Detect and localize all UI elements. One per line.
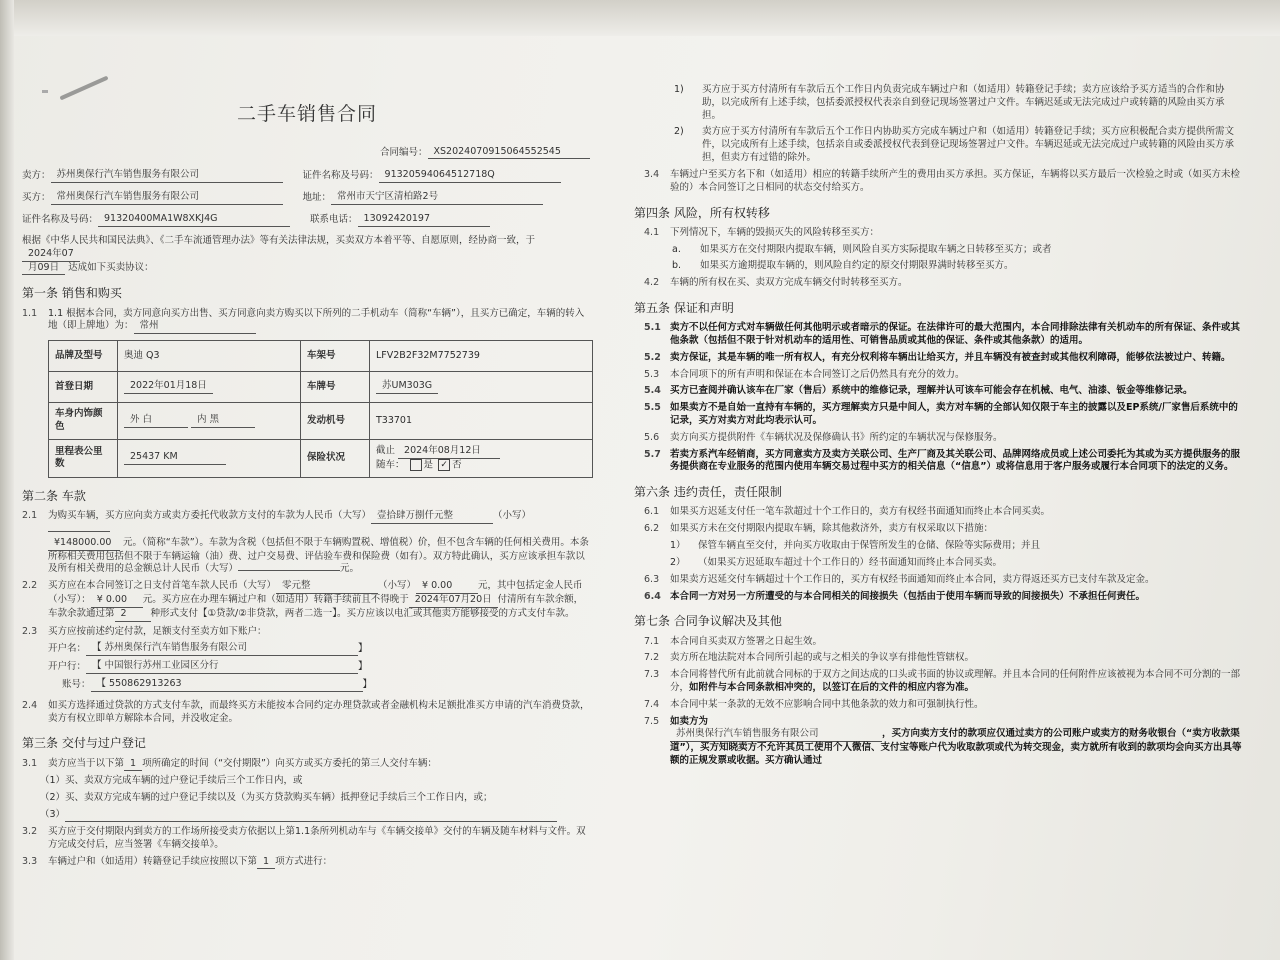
article-4-heading: 第四条 风险，所有权转移 (634, 205, 770, 220)
item-number: 1） (670, 540, 686, 552)
account-number-value: 【 550862913263 (91, 678, 363, 692)
clause-3-3-a: 车辆过户和（如适用）转籍登记手续应按照以下第 (48, 855, 258, 867)
clause-6-2 (634, 523, 1242, 536)
checkbox-yes[interactable] (410, 459, 422, 471)
color-cell (118, 403, 301, 440)
delivery-option-2: （2）买、卖双方完成车辆的过户登记手续以及（为买方贷款购买车辆）抵押登记手续后三个工作日内，或； (40, 792, 493, 804)
clause-number: 4.1 (644, 226, 660, 238)
clause-text: 本合同一方对另一方所遭受的与本合同相关的间接损失（包括由于使用车辆而导致的间接损失）不承担任何责任。 (670, 590, 1146, 602)
clause-1-1-text: 1.1 根据本合同，卖方同意向买方出售、买方同意向卖方购买以下所列的二手机动车（简称“车辆”），且买方已确定，车辆的转入地（即上牌地）为： (48, 307, 585, 332)
table-row (49, 341, 593, 372)
clause-text: 本合同自买卖双方签署之日起生效。 (670, 635, 823, 647)
seller-id-label: 证件名称及号码： (302, 170, 379, 182)
buyer-id-label: 证件名称及号码： (22, 214, 99, 226)
clause-text: 若卖方系汽车经销商，买方同意卖方及卖方关联公司、生产厂商及其关联公司、品牌网络成员或上述公司委托为其或为买方提供服务的服务提供商在专业服务的范围内使用车辆交易过程中买方的相关信息（“信息”）或将信息用于客户服务或履行本合同项下的法定的义务。 (670, 448, 1241, 473)
first-payment-numeric: ¥ 0.00 (416, 580, 478, 594)
account-holder-value: 【 苏州奥保行汽车销售服务有限公司 (86, 642, 358, 656)
clause-7-1 (634, 636, 1242, 649)
insurance-cell (370, 439, 593, 477)
clause-number: 6.3 (644, 573, 660, 585)
clause-number: 4.2 (644, 277, 660, 289)
clause-6-1 (634, 506, 1242, 519)
clause-7-3 (634, 669, 1242, 695)
clause-number: 5.3 (644, 368, 660, 380)
clause-2-1-d: 元。 (340, 563, 360, 575)
clause-2-2-d: 元。买方应在办理车辆过户和（如适用）转籍手续前且不得晚于 (142, 593, 409, 605)
brand-label: 品牌及型号 (49, 341, 118, 372)
clause-3-1-a: 卖方应当于以下第 (48, 757, 125, 769)
account-holder-row (22, 642, 592, 656)
clause-text: 如果卖方迟延交付车辆超过十个工作日的，买方有权经书面通知而终止本合同，卖方得返还买方已支付车款及定金。 (670, 573, 1155, 585)
clause-number: 3.2 (22, 825, 38, 837)
clause-number: 7.3 (644, 669, 660, 681)
clause-2-1-a: 为购买车辆，买方应向卖方或卖方委托代收款方支付的车款为人民币（大写） (48, 510, 372, 522)
right-column (634, 80, 1242, 772)
reg-date-label: 首登日期 (49, 372, 118, 403)
clause-text: 如果买方迟延支付任一笔车款超过十个工作日的，卖方有权经书面通知而终止本合同买卖。 (670, 506, 1051, 518)
clause-2-1 (22, 510, 592, 576)
transfer-option-2 (634, 126, 1242, 164)
clause-2-2 (22, 580, 592, 621)
clause-6-3 (634, 574, 1242, 587)
clause-number: 6.4 (644, 590, 661, 602)
clause-number: 5.2 (644, 351, 661, 363)
deposit-amount: ¥ 0.00 (91, 594, 143, 608)
mileage-label: 里程表公里数 (49, 439, 118, 477)
contract-no-value: XS2024070915064552545 (428, 146, 590, 160)
reg-date-cell (118, 372, 301, 403)
clause-number: 7.4 (644, 698, 660, 710)
account-number-text: 550862913263 (109, 678, 182, 690)
vehicle-info-table (48, 340, 593, 478)
clause-number: 5.5 (644, 402, 661, 414)
clause-2-2-b: （小写） (378, 580, 417, 592)
vin-label: 车架号 (301, 341, 370, 372)
contract-no-label: 合同编号： (380, 146, 428, 158)
clause-5-2 (634, 352, 1242, 365)
intro-text: 根据《中华人民共和国民法典》、《二手车流通管理办法》等有关法律法规，买卖双方本着平等、自愿原则，经协商一致，于 (22, 234, 536, 246)
buyer-address-value: 常州市天宁区清柏路2号 (331, 191, 543, 205)
clause-1-1 (22, 308, 592, 335)
clause-number: 2.3 (22, 625, 38, 637)
article-2-heading: 第二条 车款 (22, 488, 86, 503)
item-text: 买方应于买方付清所有车款后五个工作日内负责完成车辆过户和（如适用）转籍登记手续；卖方应该给予买方适当的合作和协助，以完成所有上述手续，包括委派授权代表亲自到登记现场签署过户文件。车辆迟延或无法完成过户或转籍的风险由买方承担。 (702, 84, 1225, 121)
clause-3-2 (22, 826, 592, 852)
clause-text: 卖方向买方提供附件《车辆状况及保修确认书》所约定的车辆状况与保修服务。 (670, 431, 1003, 443)
clause-text: 车辆的所有权在买、卖双方完成车辆交付时转移至买方。 (670, 277, 908, 289)
clause-6-2-1 (634, 540, 1242, 553)
clause-number: 7.2 (644, 652, 660, 664)
contract-number-row (22, 146, 592, 160)
clause-number: 3.4 (644, 168, 660, 180)
background-left (0, 0, 14, 960)
clause-2-2-a: 买方应在本合同签订之日支付首笔车款人民币（大写） (48, 580, 277, 592)
article-5-heading: 第五条 保证和声明 (634, 300, 734, 315)
item-number: 2) (674, 126, 684, 138)
account-bank-label: 开户行： (48, 661, 87, 673)
engine-label: 发动机号 (301, 403, 370, 440)
clause-3-1-b: 项所确定的时间（“交付期限”）向买方或买方委托的第三人交付车辆： (142, 757, 437, 769)
clause-4-1 (634, 227, 1242, 240)
buyer-id-row (22, 213, 592, 227)
account-number-label: 账号： (62, 679, 91, 691)
clause-3-4 (634, 169, 1242, 195)
pen-mark-dot (42, 90, 48, 93)
clause-3-3 (22, 856, 592, 870)
delivery-choice: 1 (124, 758, 142, 772)
clause-5-3 (634, 369, 1242, 382)
item-text: 卖方应于买方付清所有车款后五个工作日内协助买方完成车辆过户和（如适用）转籍登记手续；买方应积极配合卖方提供所需文件，以完成所有上述手续，包括亲自或委派授权代表到登记现场签署过户文件。车辆迟延或无法完成过户或转籍的风险由买方承担，但卖方有过错的除外。 (702, 126, 1235, 164)
table-row (49, 403, 593, 440)
clause-text (48, 510, 592, 576)
delivery-option-3 (22, 809, 592, 822)
clause-7-5 (634, 716, 1242, 768)
clause-number: 5.4 (644, 385, 661, 397)
seller-value: 苏州奥保行汽车销售服务有限公司 (51, 169, 283, 183)
clause-number: 5.7 (644, 448, 661, 460)
table-row (49, 439, 593, 477)
article-1-heading: 第一条 销售和购买 (22, 286, 122, 301)
account-holder-label: 开户名： (48, 643, 87, 655)
buyer-row (22, 191, 592, 205)
clause-text: 如果卖方不是自始一直持有车辆的，买方理解卖方只是中间人，卖方对车辆的全部认知仅限于车主的披露以及EP系统/厂家售后系统中的记录，买方对卖方对此均表示认可。 (670, 402, 1238, 426)
clause-text (48, 758, 592, 772)
clause-5-6 (634, 432, 1242, 445)
account-bank-row (22, 660, 592, 674)
clause-number: 3.3 (22, 855, 38, 867)
checkbox-no-checked[interactable]: ✓ (438, 459, 450, 471)
clause-6-4 (634, 591, 1242, 604)
item-number: 2） (670, 556, 686, 568)
clause-number: 7.5 (644, 715, 660, 727)
article-3-heading: 第三条 交付与过户登记 (22, 736, 146, 751)
article-6-heading: 第六条 违约责任，责任限制 (634, 485, 782, 500)
clause-5-1 (634, 322, 1242, 348)
clause-text: 下列情况下，车辆的毁损灭失的风险转移至买方： (670, 226, 880, 238)
clause-number: 5.1 (644, 322, 661, 334)
insurance-follow-label: 随车： (376, 459, 405, 471)
clause-text: 买方应按前述约定付款，足额支付至卖方如下账户： (48, 625, 267, 637)
clause-4-1-a (634, 244, 1242, 257)
plate-cell (370, 372, 593, 403)
blank (238, 570, 340, 571)
account-number-row (22, 678, 592, 692)
clause-number: 6.1 (644, 506, 660, 518)
clause-number: 2.1 (22, 510, 38, 522)
clause-6-2-2 (634, 557, 1242, 570)
table-row (49, 372, 593, 403)
item-text: 保管车辆直至交付，并向买方收取由于保管所发生的仓储、保险等实际费用；并且 (698, 540, 1041, 552)
clause-2-4 (22, 700, 592, 726)
account-holder-text: 苏州奥保行汽车销售服务有限公司 (104, 642, 248, 654)
clause-text (48, 308, 592, 335)
bracket: 】 (358, 643, 368, 655)
insurance-label: 保险状况 (301, 439, 370, 477)
price-chinese: 壹拾肆万捌仟元整 (371, 510, 493, 524)
buyer-id-value: 91320400MA1W8XKJ4G (98, 213, 290, 227)
balance-due-date: 2024年07月20日 (409, 594, 498, 608)
clause-4-1-b (634, 260, 1242, 273)
clause-text: 买方已查阅并确认该车在厂家（售后）系统中的维修记录，理解并认可该车可能会存在机械、电气、油漆、钣金等维修记录。 (670, 385, 1193, 397)
clause-number: 7.1 (644, 635, 660, 647)
mileage-value: 25437 KM (124, 451, 226, 465)
clause-text (670, 716, 1242, 768)
clause-text: 买方应于交付期限内到卖方的工作场所接受卖方依据以上第1.1条所列机动车与《车辆交接单》交付的车辆及随车材料与文件。双方完成交付后，应当签署《车辆交接单》。 (48, 825, 586, 850)
transfer-choice: 1 (257, 856, 275, 870)
clause-number: 1.1 (22, 307, 38, 319)
clause-2-2-f: 种形式支付【①贷款/②非贷款，两者二选一】。买方应该以电汇或其他卖方能够接受的方式支付车款。 (150, 607, 575, 619)
clause-number: 5.6 (644, 431, 660, 443)
price-numeric: ¥148000.00 (48, 537, 120, 551)
clause-7-5-a: 如卖方为 (670, 715, 709, 727)
no-label: 否 (452, 459, 462, 471)
clause-2-2-e: 付清所有车款余额，车款余款通过第 (48, 593, 584, 619)
clause-text: 卖方保证，其是车辆的唯一所有权人，有充分权利将车辆出让给买方，并且车辆没有被查封或其他权利障碍，能够依法被过户、转籍。 (670, 351, 1231, 363)
clause-5-5 (634, 402, 1242, 428)
clause-2-3 (22, 626, 592, 639)
clause-text: 车辆过户至买方名下和（如适用）相应的转籍手续所产生的费用由买方承担。买方保证，车辆将以买方最后一次检验之时或（如买方未检验的）本合同签订之日相同的状态交付给买方。 (670, 168, 1241, 193)
clause-2-2-c: 元，其中包括定金人民币（小写）： (48, 580, 583, 605)
clause-2-1-b: （小写） (493, 510, 532, 522)
clause-7-2 (634, 652, 1242, 665)
yes-label: 是 (423, 459, 434, 471)
clause-7-3-b: 如附件与本合同条款相冲突的，以签订在后的文件的相应内容为准。 (689, 681, 975, 693)
engine-value: T33701 (370, 403, 593, 440)
clause-7-5-b: ，买方向卖方支付的款项应仅通过卖方的公司账户或卖方的财务收银台（“卖方收款渠道”），买方知晓卖方不允许其员工使用个人微信、支付宝等账户代为收取款项或代为转交现金，卖方就所有收到的款项均会向买方出具等额的正规发票或收据。买方确认通过 (670, 728, 1242, 766)
seller-row (22, 169, 592, 183)
insurance-deadline: 2024年08月12日 (398, 445, 500, 459)
clause-4-2 (634, 277, 1242, 290)
background-top (0, 0, 1280, 36)
plate-value: 苏UM303G (376, 380, 438, 394)
phone-label: 联系电话： (310, 214, 358, 226)
color-exterior: 外 白 (124, 414, 188, 428)
clause-text (48, 856, 592, 870)
item-text: 如果买方在交付期限内提取车辆，则风险自买方实际提取车辆之日转移至买方；或者 (700, 243, 1052, 255)
clause-7-4 (634, 699, 1242, 712)
registration-place: 常州 (134, 320, 256, 334)
account-bank-text: 中国银行苏州工业园区分行 (104, 660, 219, 672)
clause-5-4 (634, 385, 1242, 398)
clause-text: 本合同项下的所有声明和保证在本合同签订之后仍然具有充分的效力。 (670, 368, 965, 380)
account-bank-value: 【 中国银行苏州工业园区分行 (86, 660, 358, 674)
clause-text (48, 580, 592, 621)
clause-3-3-b: 项方式进行： (275, 855, 333, 867)
clause-number: 6.2 (644, 523, 660, 535)
mileage-cell (118, 439, 301, 477)
intro-paragraph (22, 235, 592, 275)
brand-value: 奥迪 Q3 (118, 341, 301, 372)
buyer-value: 常州奥保行汽车销售服务有限公司 (51, 191, 283, 205)
payment-way: 2 (115, 608, 151, 622)
insurance-deadline-prefix: 截止 (376, 444, 396, 456)
clause-3-1 (22, 758, 592, 772)
left-column (22, 96, 592, 873)
clause-number: 3.1 (22, 757, 38, 769)
plate-label: 车牌号 (301, 372, 370, 403)
option-3-label: （3） (40, 809, 66, 821)
clause-number: 2.2 (22, 580, 38, 592)
item-text: 如果买方逾期提取车辆的，则风险自约定的原交付期限界满时转移至买方。 (700, 260, 1014, 272)
clause-7-3-a: 本合同将替代所有此前就合同标的于双方之间达成的口头或书面的协议或理解。并且本合同的任何附件应该被视为本合同不可分割的一部分， (670, 669, 1241, 693)
clause-2-1-c: 元。（简称“车款”）。车款为含税（包括但不限于车辆购置税、增值税）价，但不包含车辆的任何相关费用。本条所称相关费用包括但不限于车辆运输（油）费、过户交易费、评估验车费和保险费（如有）。双方特此确认，买方应该承担车款以及所有相关费用的总金额总计人民币（大写） (48, 536, 589, 575)
clause-text: 本合同中某一条款的无效不应影响合同中其他条款的效力和可强制执行性。 (670, 698, 984, 710)
clause-5-7 (634, 449, 1242, 475)
clause-number: 2.4 (22, 699, 38, 711)
clause-text: 如果买方未在交付期限内提取车辆，除其他救济外，卖方有权采取以下措施： (670, 523, 994, 535)
contract-title: 二手车销售合同 (236, 103, 377, 125)
bracket: 】 (362, 679, 373, 691)
reg-date-value: 2022年01月18日 (124, 380, 213, 394)
clause-text: 如买方选择通过贷款的方式支付车款，而最终买方未能按本合同约定办理贷款或者金融机构未足额批准买方申请的汽车消费贷款，卖方有权立即单方解除本合同，并没收定金。 (48, 699, 590, 724)
bracket: 】 (358, 661, 368, 673)
blank (65, 809, 557, 822)
item-number: 1) (674, 84, 684, 95)
item-number: b. (672, 260, 682, 272)
phone-value: 13092420197 (358, 213, 490, 227)
intro-date-b: 月09日 (22, 262, 65, 276)
article-7-heading: 第七条 合同争议解决及其他 (634, 614, 782, 629)
item-number: a. (672, 243, 681, 255)
clause-text: 卖方所在地法院对本合同所引起的或与之相关的争议享有排他性管辖权。 (670, 652, 975, 664)
seller-label: 卖方： (22, 170, 51, 182)
intro-date-a: 2024年07 (22, 248, 80, 262)
buyer-label: 买方： (22, 192, 51, 204)
first-payment-chinese: 零元整 (276, 580, 378, 594)
blank (48, 531, 110, 532)
delivery-option-1: （1）买、卖双方完成车辆的过户登记手续后三个工作日内，或 (40, 775, 303, 787)
seller-company: 苏州奥保行汽车销售服务有限公司 (670, 728, 882, 742)
intro-post: 达成如下买卖协议： (68, 261, 154, 273)
transfer-option-1 (634, 84, 1242, 122)
color-label: 车身内饰颜色 (49, 403, 118, 440)
vin-value: LFV2B2F32M7752739 (370, 341, 593, 372)
item-text: （如果买方迟延取车超过十个工作日的）经书面通知而终止本合同买卖。 (698, 556, 1003, 568)
seller-id-value: 91320594064512718Q (379, 169, 561, 183)
clause-text (670, 669, 1242, 695)
clause-text: 卖方不以任何方式对车辆做任何其他明示或者暗示的保证。在法律许可的最大范围内，本合同排除法律有关机动车的所有保证、条件或其他条款（包括但不限于针对机动车的适用性、可销售品质或其他的保证、条件或其他条款）的适用。 (670, 322, 1241, 346)
color-interior: 内 黑 (191, 414, 255, 428)
buyer-address-label: 地址： (302, 192, 332, 204)
